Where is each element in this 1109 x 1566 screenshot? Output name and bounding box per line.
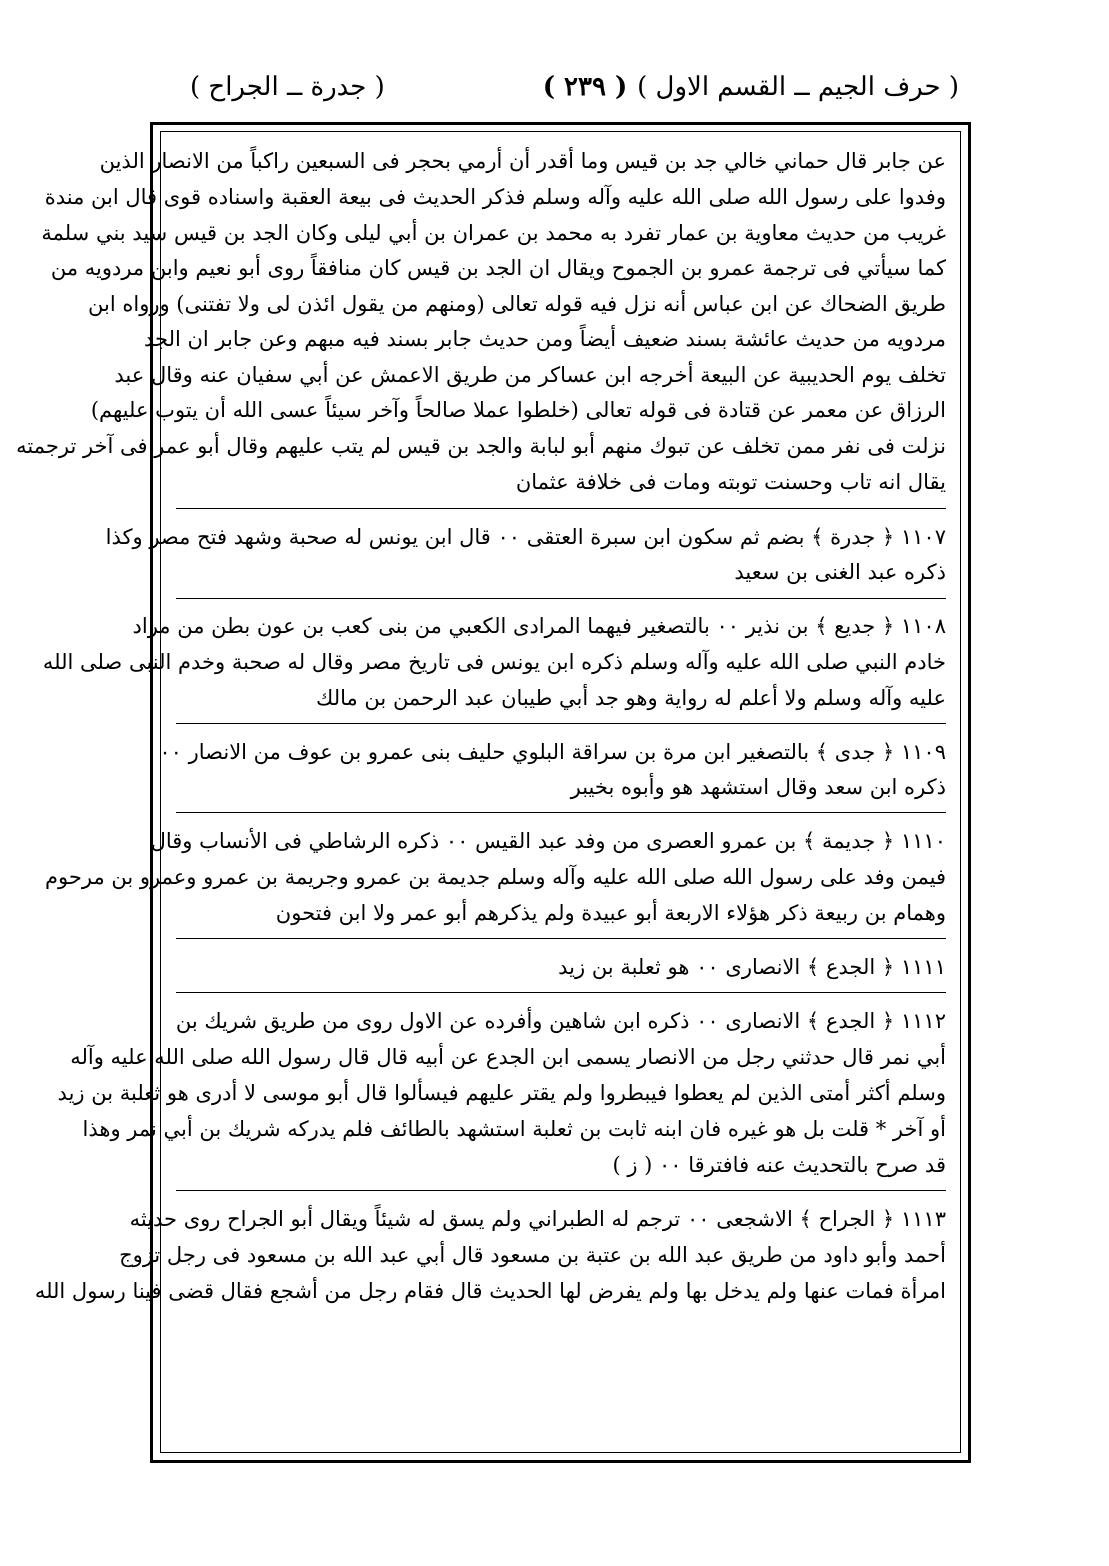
entry-divider bbox=[176, 992, 946, 993]
text-line: وفدوا على رسول الله صلى الله عليه وآله وسلم فذكر الحديث فى بيعة العقبة واسناده قوى قال ابن مندة bbox=[44, 185, 946, 209]
text-line: عن جابر قال حماني خالي جد بن قيس وما أقدر أن أرمي بحجر فى السبعين راكباً من الانصار الذين bbox=[99, 149, 946, 173]
entry-divider bbox=[176, 508, 946, 509]
page-number: ( ٢٣٩ ) bbox=[542, 72, 628, 102]
text-line: نزلت فى نفر ممن تخلف عن تبوك منهم أبو لبابة والجد بن قيس لم يتب عليهم وقال أبو عمر فى آخر ترجمته bbox=[16, 434, 946, 458]
text-line: أو آخر * قلت بل هو غيره فان ابنه ثابت بن ثعلبة استشهد بالطائف فلم يدركه شريك بن أبي نمر وهذا bbox=[82, 1117, 946, 1141]
text-line: الرزاق عن معمر عن قتادة فى قوله تعالى (خلطوا عملا صالحاً وآخر سيئاً عسى الله أن يتوب عليهم) bbox=[90, 398, 946, 422]
text-line: قد صرح بالتحديث عنه فافترقا ٠٠ ( ز ) bbox=[612, 1153, 946, 1177]
text-line: ذكره عبد الغنى بن سعيد bbox=[734, 560, 946, 584]
entry-1110-line: ١١١٠ ﴿ جديمة ﴾ بن عمرو العصرى من وفد عبد القيس ٠٠ ذكره الرشاطي فى الأنساب وقال bbox=[150, 829, 946, 853]
text-line: فيمن وفد على رسول الله صلى الله عليه وآله وسلم جديمة بن عمرو وجريمة بن عمرو وعمرو بن مرحوم bbox=[45, 865, 946, 889]
entry-1113-line: ١١١٣ ﴿ الجراح ﴾ الاشجعى ٠٠ ترجم له الطبراني ولم يسق له شيئاً ويقال أبو الجراح روى حديثه bbox=[129, 1207, 946, 1231]
text-line: ذكره ابن سعد وقال استشهد هو وأبوه بخيبر bbox=[570, 775, 946, 799]
text-line: تخلف يوم الحديبية عن البيعة أخرجه ابن عساكر من طريق الاعمش عن أبي سفيان عنه وقال عبد bbox=[114, 363, 946, 387]
running-head-chapter: ( حرف الجيم ــ القسم الاول ) bbox=[637, 72, 959, 102]
entry-divider bbox=[176, 598, 946, 599]
entry-divider bbox=[176, 938, 946, 939]
text-line: يقال انه تاب وحسنت توبته ومات فى خلافة عثمان bbox=[515, 470, 946, 494]
text-line: مردويه من حديث عائشة بسند ضعيف أيضاً ومن حديث جابر بسند فيه مبهم وعن جابر ان الجد bbox=[144, 327, 946, 351]
entry-1112-line: ١١١٢ ﴿ الجدع ﴾ الانصارى ٠٠ ذكره ابن شاهين وأفرده عن الاول روى من طريق شريك بن bbox=[175, 1009, 946, 1033]
text-line: امرأة فمات عنها ولم يدخل بها ولم يفرض لها الحديث قال فقام رجل من أشجع فقال قضى فينا رسول الله bbox=[34, 1279, 946, 1303]
text-line: وهمام بن ربيعة ذكر هؤلاء الاربعة أبو عبيدة ولم يذكرهم أبو عمر ولا ابن فتحون bbox=[275, 901, 946, 925]
text-line: طريق الضحاك عن ابن عباس أنه نزل فيه قوله تعالى (ومنهم من يقول ائذن لى ولا تفتنى) ورواه ابن bbox=[88, 292, 946, 316]
text-line: عليه وآله وسلم ولا أعلم له رواية وهو جد أبي طيبان عبد الرحمن بن مالك bbox=[316, 686, 946, 710]
text-line: كما سيأتي فى ترجمة عمرو بن الجموح ويقال ان الجد بن قيس كان منافقاً روى أبو نعيم وابن مردويه من bbox=[50, 256, 946, 280]
running-head-entries: ( جدرة ــ الجراح ) bbox=[190, 72, 385, 102]
text-line: أبي نمر قال حدثني رجل من الانصار يسمى ابن الجدع عن أبيه قال قال رسول الله صلى الله عليه وآله bbox=[70, 1045, 946, 1069]
text-line: أحمد وأبو داود من طريق عبد الله بن عتبة بن مسعود قال أبي عبد الله بن مسعود فى رجل تزوج bbox=[119, 1243, 946, 1267]
entry-divider bbox=[176, 812, 946, 813]
text-line: وسلم أكثر أمتى الذين لم يعطوا فيبطروا ولم يقتر عليهم فيسألوا قال أبو موسى لا أدرى هو ثعلبة بن زيد bbox=[57, 1081, 946, 1105]
entry-1107-line: ١١٠٧ ﴿ جدرة ﴾ بضم ثم سكون ابن سبرة العتقى ٠٠ قال ابن يونس له صحبة وشهد فتح مصر وكذا bbox=[105, 525, 946, 549]
entry-1111-line: ١١١١ ﴿ الجدع ﴾ الانصارى ٠٠ هو ثعلبة بن زيد bbox=[558, 955, 946, 979]
entry-divider bbox=[176, 1190, 946, 1191]
text-line: خادم النبي صلى الله عليه وآله وسلم ذكره ابن يونس فى تاريخ مصر وقال له صحبة وخدم النبى صلى الله bbox=[42, 650, 946, 674]
body-text bbox=[16, 0, 946, 1566]
entry-1108-line: ١١٠٨ ﴿ جديع ﴾ بن نذير ٠٠ بالتصغير فيهما المرادى الكعبي من بنى كعب بن عون بطن من مراد bbox=[132, 614, 946, 638]
text-line: غريب من حديث معاوية بن عمار تفرد به محمد بن عمران بن أبي ليلى وكان الجد بن قيس سيد بني سلمة bbox=[41, 221, 946, 245]
entry-1109-line: ١١٠٩ ﴿ جدى ﴾ بالتصغير ابن مرة بن سراقة البلوي حليف بنى عمرو بن عوف من الانصار ٠٠ bbox=[159, 740, 946, 764]
entry-divider bbox=[176, 723, 946, 724]
